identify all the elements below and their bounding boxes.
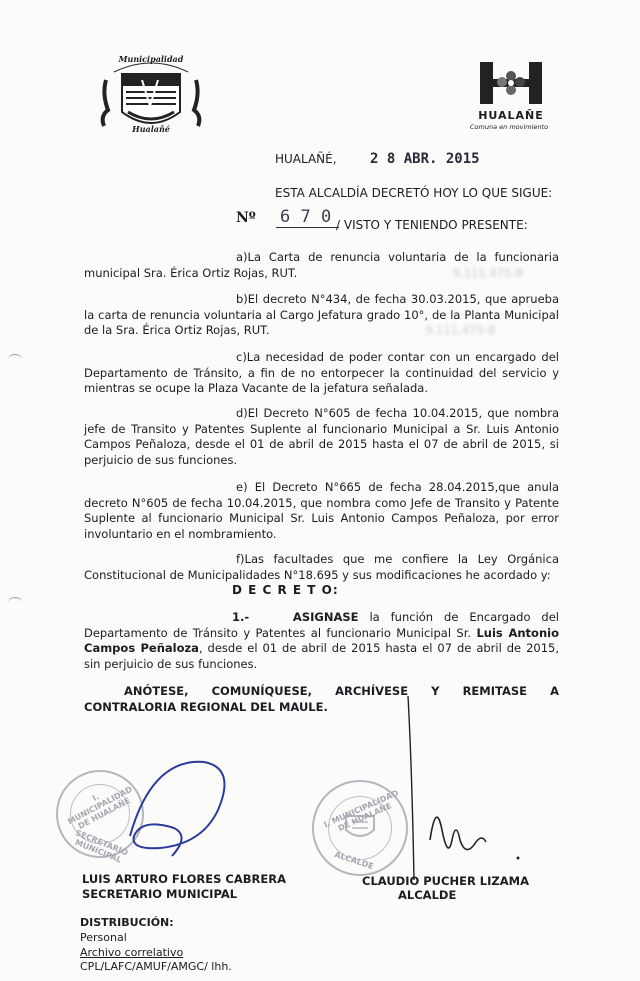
stamp-top-text: I. MUNICIPALIDAD DE HUALAÑE [322, 788, 400, 833]
distribution-heading: DISTRIBUCIÓN: [80, 916, 174, 929]
distribution-item: Personal [80, 931, 127, 944]
decreto-heading: D E C R E T O: [232, 583, 339, 597]
resolution-paragraph: 1.- ASIGNASE la función de Encargado del Departamento de Tránsito y Patentes al funcionario Municipal Sr. Luis Antonio Campos Peñaloza, desde el 01 de abril de 2015 hasta el 07 de abril de 2015, sin perjuicio de sus funciones. [84, 610, 559, 671]
distribution-item: CPL/LAFC/AMUF/AMGC/ lhh. [80, 960, 232, 973]
date-stamp: 2 8 ABR. 2015 [370, 151, 480, 167]
mayor-name: CLAUDIO PUCHER LIZAMA [362, 874, 529, 888]
secretary-title: SECRETARIO MUNICIPAL [82, 887, 238, 901]
considerando-c: c)La necesidad de poder contar con un encargado del Departamento de Tránsito, a fin de no entorpecer la continuidad del servicio y mientras se ocupe la Plaza Vacante de la jefatura señalada. [84, 350, 559, 395]
decree-number-symbol: Nº [236, 210, 256, 226]
resolution-number: 1.- [232, 610, 250, 624]
distribution-item: Archivo correlativo [80, 945, 184, 959]
logo-tagline: Comuna en movimiento [470, 123, 549, 131]
considerando-b: b)El decreto N°434, de fecha 30.03.2015, que aprueba la carta de renuncia voluntaria al Cargo Jefatura grado 10°, de la Planta Municipal de la Sra. Érica Ortiz Rojas, RUT. 9.111.475-8 [84, 292, 559, 337]
hualane-logo [470, 60, 580, 140]
distribution-list [80, 931, 232, 975]
stamp-bottom-text: SECRETARIO MUNICIPAL [73, 828, 130, 865]
hualane-logo-mark [476, 60, 546, 106]
closing-text: ANÓTESE, COMUNÍQUESE, ARCHÍVESE Y REMITASE A CONTRALORIA REGIONAL DEL MAULE. [84, 684, 559, 714]
intro-text: ESTA ALCALDÍA DECRETÓ HOY LO QUE SIGUE: [275, 186, 553, 200]
redacted-rut: 9.111.475-8 [425, 323, 496, 337]
assigned-person-name: Luis Antonio Campos Peñaloza [84, 625, 559, 655]
redacted-rut: 9.111.475-8 [452, 265, 523, 280]
considerando-f: f)Las facultades que me confiere la Ley Orgánica Constitucional de Municipalidades N°18.695 y sus modificaciones he acordado y: [84, 552, 559, 582]
stamp-top-text: I. MUNICIPALIDAD DE HUALAÑE [66, 784, 134, 831]
decree-visto-text: / VISTO Y TENIENDO PRESENTE: [336, 218, 528, 232]
punch-hole-mark [8, 354, 22, 365]
considerando-a: a)La Carta de renuncia voluntaria de la funcionaria municipal Sra. Érica Ortiz Rojas, RUT. 9.111.475-8 [84, 250, 559, 280]
municipal-seal [92, 50, 210, 142]
punch-hole-mark [8, 597, 22, 608]
logo-name: HUALAÑE [478, 109, 544, 122]
decree-number: 6 7 0 [276, 207, 339, 228]
mayor-signature [390, 690, 530, 890]
secretary-name: LUIS ARTURO FLORES CABRERA [82, 872, 286, 886]
place-text: HUALAÑÉ, [275, 152, 337, 166]
seal-bottom-text: Hualañé [132, 124, 170, 134]
considerando-e: e) El Decreto N°665 de fecha 28.04.2015,que anula decreto N°605 de fecha 10.04.2015, que nombra como Jefe de Transito y Patente Suplente al funcionario Municipal Sr. Luis Antonio Campos Peñaloza, por error involuntario en el nombramiento. [84, 480, 559, 541]
secretary-signature [112, 748, 242, 868]
seal-top-text: Municipalidad [118, 54, 184, 64]
mayor-title: ALCALDE [398, 888, 457, 902]
resolution-verb: ASIGNASE [292, 610, 359, 624]
considerando-d: d)El Decreto N°605 de fecha 10.04.2015, que nombra jefe de Transito y Patentes Suplente al funcionario Municipal a Sr. Luis Antonio Campos Peñaloza, desde el 01 de abril de 2015 hasta el 07 de abril de 2015, si perjuicio de sus funciones. [84, 406, 559, 467]
stamp-bottom-text: ALCALDE [333, 849, 375, 872]
